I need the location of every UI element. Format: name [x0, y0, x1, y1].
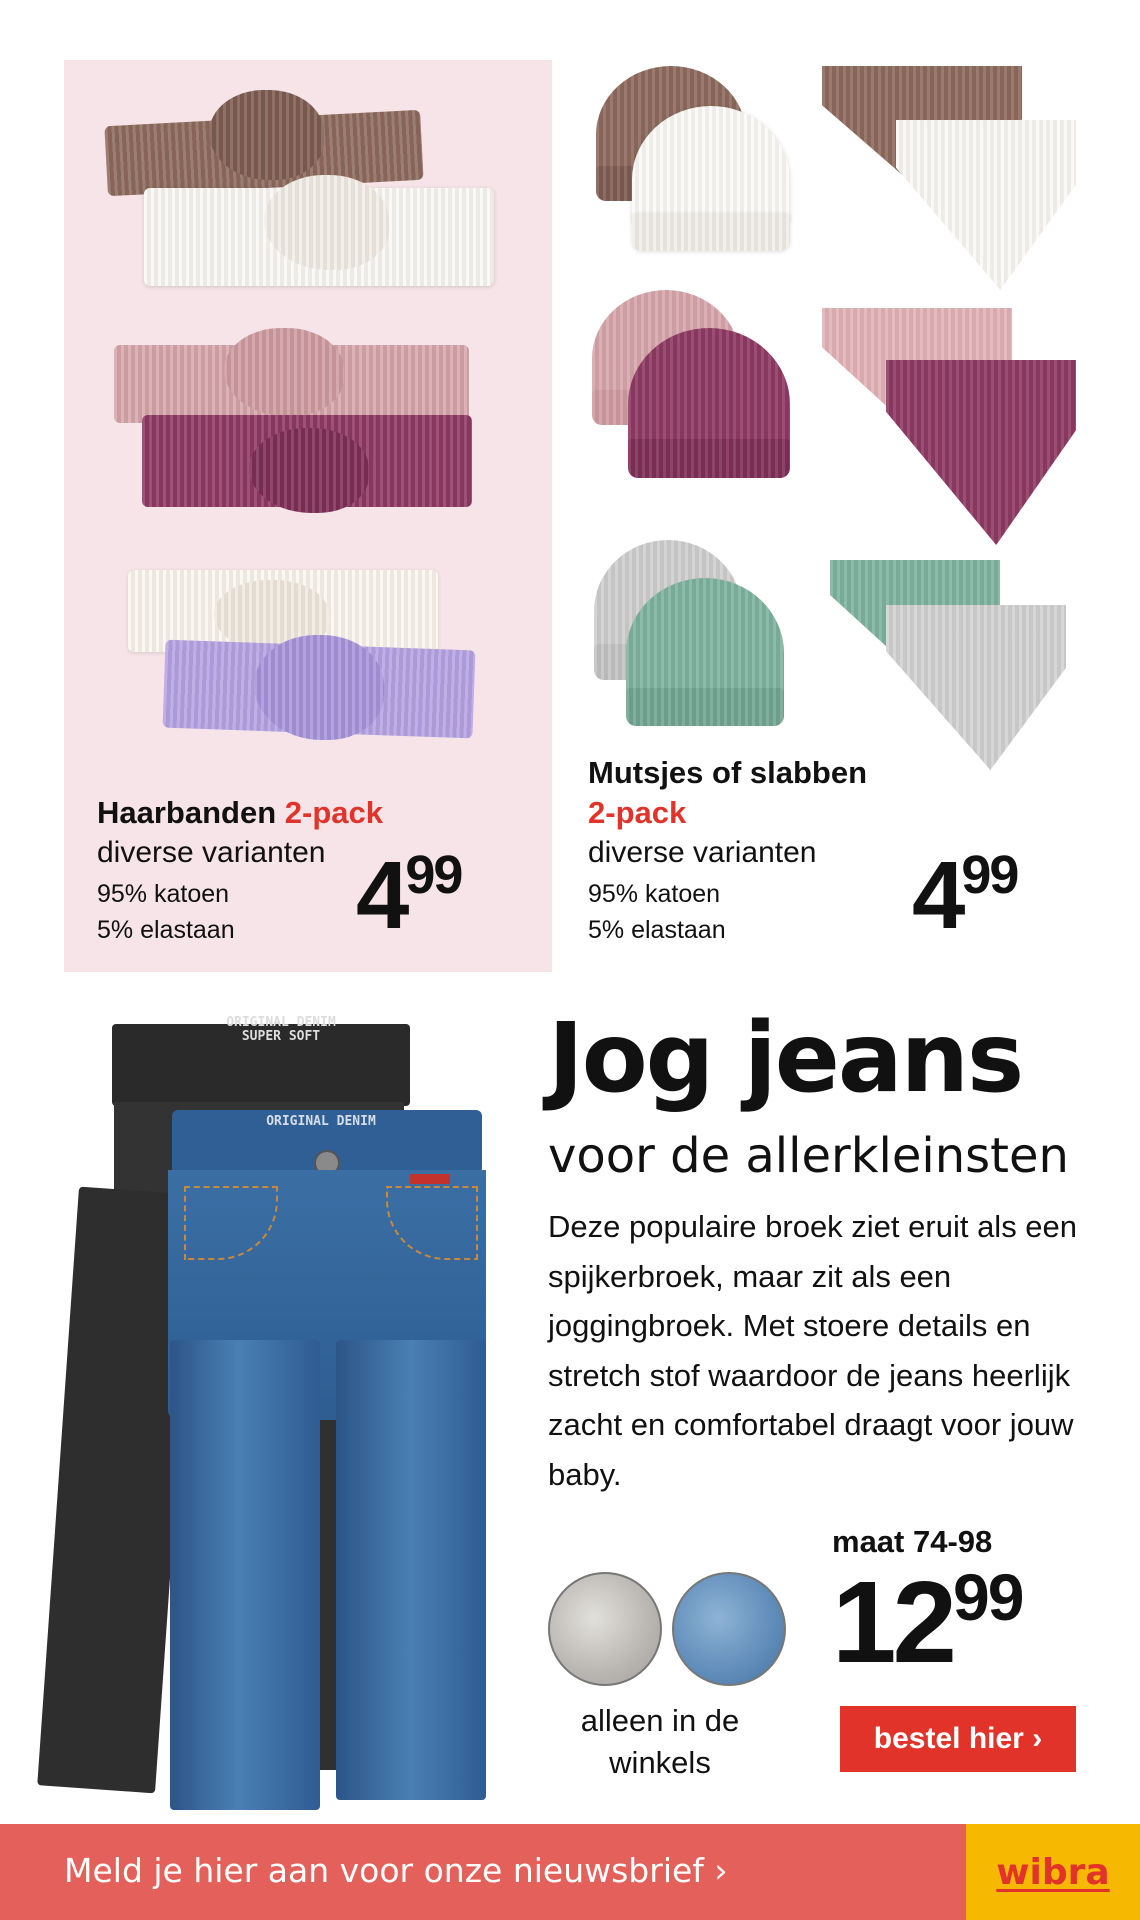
headband-brown-bow [209, 90, 324, 180]
hat-mint [626, 578, 784, 726]
headband-lilac-bow [254, 635, 384, 740]
order-button[interactable]: bestel hier › [840, 1706, 1076, 1772]
store-only-note: alleen in de winkels [580, 1703, 740, 1780]
blue-jeans-left-leg [170, 1340, 320, 1810]
headbands-material-cotton: 95% katoen [97, 880, 230, 908]
jeans-subheadline: voor de allerkleinsten [548, 1128, 1069, 1184]
black-jeans-tag-line2: SUPER SOFT [241, 1029, 321, 1044]
hats-bibs-material-elastane: 5% elastaan [588, 916, 726, 944]
headbands-variants: diverse varianten [97, 836, 326, 869]
hats-bibs-pack: 2-pack [588, 795, 687, 830]
blue-jeans-red-label [410, 1174, 450, 1184]
headbands-pack: 2-pack [284, 795, 384, 830]
bib-grey [886, 605, 1066, 770]
jeans-description: Deze populaire broek ziet eruit als een spijkerbroek, maar zit als een joggingbroek. Met stoere details en stretch stof waardoor de jeans heerlijk zacht en comfortabel draagt voor jouw baby. [548, 1209, 1078, 1492]
black-jeans-tag-line1: ORIGINAL DENIM [226, 1015, 336, 1030]
headbands-price-int: 4 [356, 842, 406, 949]
hat-plum [628, 328, 790, 478]
jeans-price-dec: 99 [953, 1560, 1023, 1634]
blue-jeans-right-leg [336, 1340, 486, 1800]
jeans-headline: Jog jeans [548, 1002, 1023, 1114]
newsletter-link[interactable]: Meld je hier aan voor onze nieuwsbrief › [64, 1851, 728, 1890]
jeans-price-int: 12 [832, 1557, 954, 1687]
headbands-title-name: Haarbanden [97, 795, 277, 830]
jeans-size: maat 74-98 [832, 1524, 993, 1559]
hats-bibs-price-int: 4 [912, 842, 962, 949]
hats-bibs-price [912, 842, 1018, 949]
hats-bibs-title: Mutsjes of slabben [588, 755, 868, 790]
jeans-price [832, 1557, 1023, 1687]
headband-plum-bow [249, 428, 369, 513]
swatch-black-denim [548, 1572, 662, 1686]
hats-bibs-photo [586, 60, 1096, 760]
hats-bibs-material-cotton: 95% katoen [588, 880, 721, 908]
wibra-logo[interactable] [966, 1824, 1140, 1920]
black-jeans-tag [216, 1016, 346, 1044]
headbands-price [356, 842, 462, 949]
headband-white-bow [264, 175, 389, 270]
swatch-blue-denim [672, 1572, 786, 1686]
bib-white [896, 120, 1076, 290]
hat-white [632, 106, 790, 251]
headband-pink-bow [224, 328, 344, 416]
headbands-price-dec: 99 [405, 845, 462, 905]
wibra-logo-text: wibra [996, 1851, 1110, 1893]
headbands-material-elastane: 5% elastaan [97, 916, 235, 944]
blue-jeans-tag: ORIGINAL DENIM [266, 1114, 376, 1129]
hats-bibs-variants: diverse varianten [588, 836, 817, 869]
headbands-title [97, 795, 383, 831]
bib-plum [886, 360, 1076, 545]
hats-bibs-price-dec: 99 [961, 845, 1018, 905]
jeans-photo [56, 1010, 526, 1820]
